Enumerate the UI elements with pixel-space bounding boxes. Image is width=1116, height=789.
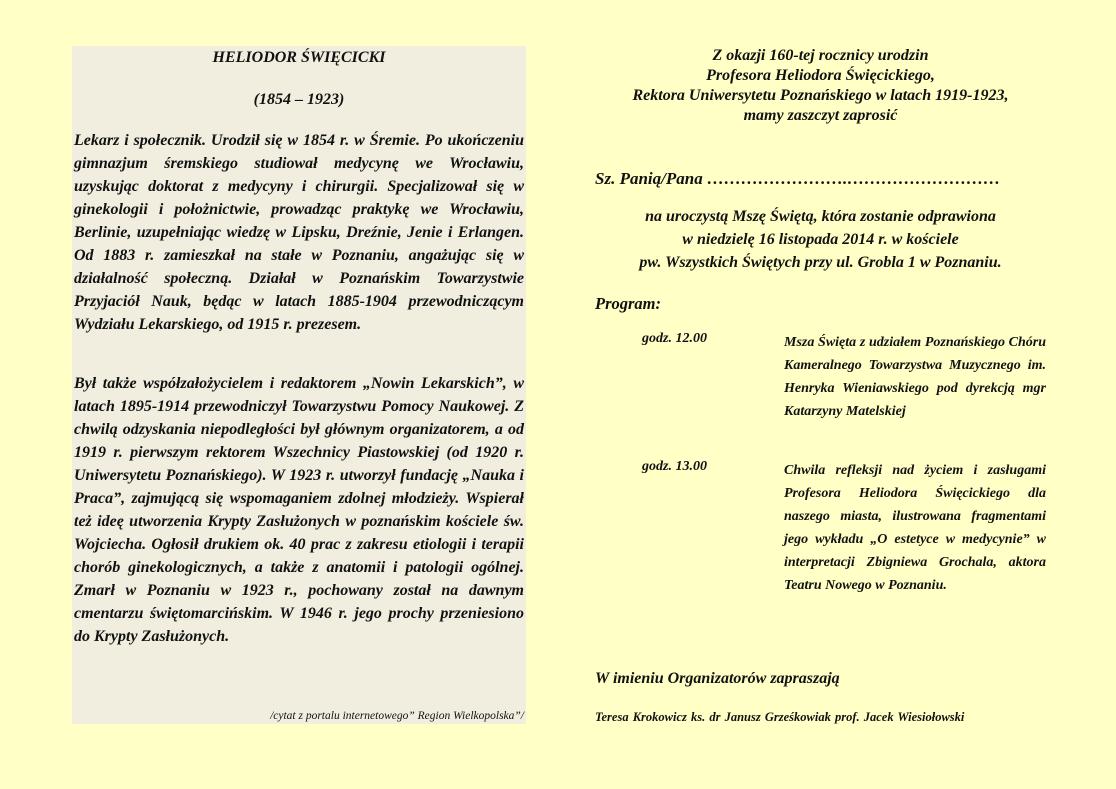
intro-line: Rektora Uniwersytetu Poznańskiego w latach 1919-1923, (632, 87, 1009, 104)
mass-line: w niedzielę 16 listopada 2014 r. w kościele (682, 231, 959, 248)
mass-line: pw. Wszystkich Świętych przy ul. Grobla 1 w Poznaniu. (639, 254, 1002, 271)
intro-line: mamy zaszczyt zaprosić (743, 107, 898, 124)
invitation-panel (595, 46, 1046, 736)
program-time: godz. 12.00 (642, 331, 707, 346)
program-label: Program: (595, 294, 661, 313)
mass-line: na uroczystą Mszę Świętą, która zostanie odprawiona (645, 208, 996, 225)
program-time: godz. 13.00 (642, 459, 707, 474)
addressee-line: Sz. Panią/Pana …………………….……………………… (595, 169, 1001, 188)
biography-years: (1854 – 1923) (253, 91, 345, 108)
biography-paragraph-2: Był także współzałożycielem i redaktorem „Nowin Lekarskich”, w latach 1895-1914 przewodniczył Towarzystwu Pomocy Naukowej. Z chwilą odzyskania niepodległości był głównym organizatorem, a od 1919 r. pierwszym rektorem Wszechnicy Piastowskiej (od 1920 r. Uniwersytetu Poznańskiego). W 1923 r. utworzył fundację „Nauka i Praca”, zajmującą się wspomaganiem zdolnej młodzieży. Wspierał też ideę utworzenia Krypty Zasłużonych w poznańskim kościele św. Wojciecha. Ogłosił drukiem ok. 40 prac z zakresu etiologii i terapii chorób ginekologicznych, a także z anatomii i patologii ogólnej. Zmarł w Poznaniu w 1923 r., pochowany został na dawnym cmentarzu świętomarcińskim. W 1946 r. jego prochy przeniesiono do Krypty Zasłużonych. (74, 375, 524, 645)
intro-line: Z okazji 160-tej rocznicy urodzin (712, 47, 929, 64)
biography-paragraph-1: Lekarz i społecznik. Urodził się w 1854 r. w Śremie. Po ukończeniu gimnazjum śremskiego studiował medycynę we Wrocławiu, uzyskując doktorat z medycyny i chirurgii. Specjalizował się w ginekologii i położnictwie, prowadząc praktykę we Wrocławiu, Berlinie, uzupełniając wiedzę w Lipsku, Dreźnie, Jenie i Erlangen. Od 1883 r. zamieszkał na stałe w Poznaniu, angażując się w działalność społeczną. Działał w Poznańskim Towarzystwie Przyjaciół Nauk, będąc w latach 1885-1904 przewodniczącym Wydziału Lekarskiego, od 1915 r. prezesem. (74, 132, 524, 333)
mass-announcement (595, 205, 1046, 274)
biography-title: HELIODOR ŚWIĘCICKI (212, 49, 386, 66)
source-note: /cytat z portalu internetowego” Region Wielkopolska”/ (270, 710, 524, 722)
biography-panel (72, 46, 526, 724)
organizers-label: W imieniu Organizatorów zapraszają (595, 670, 840, 687)
organizers-names: Teresa Krokowicz ks. dr Janusz Grześkowiak prof. Jacek Wiesiołowski (595, 710, 965, 724)
program-description: Chwila refleksji nad życiem i zasługami Profesora Heliodora Święcickiego dla naszego miasta, ilustrowana fragmentami jego wykładu „O estetyce w medycynie” w interpretacji Zbigniewa Grochala, aktora Teatru Nowego w Poznaniu. (784, 463, 1046, 593)
intro-line: Profesora Heliodora Święcickiego, (706, 67, 935, 84)
program-description: Msza Święta z udziałem Poznańskiego Chóru Kameralnego Towarzystwa Muzycznego im. Henryka Wieniawskiego pod dyrekcją mgr Katarzyny Matelskiej (784, 335, 1046, 419)
invitation-intro (595, 46, 1046, 126)
